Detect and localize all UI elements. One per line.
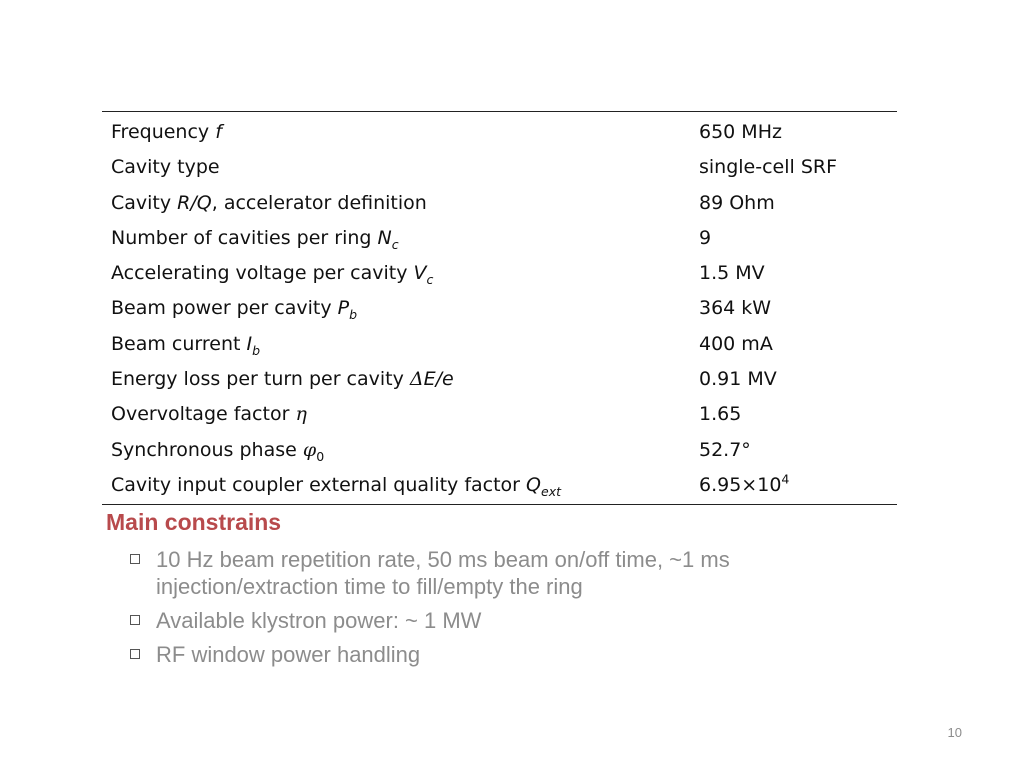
table-row [102, 185, 897, 220]
param-label: Synchronous phase $\varphi_0$ [111, 438, 325, 464]
list-item-text: 10 Hz beam repetition rate, 50 ms beam on/off time, ~1 ms injection/extraction time to fill/empty the ring [156, 547, 730, 599]
table-row [102, 396, 897, 431]
param-value: 9 [699, 226, 712, 249]
table-row [102, 255, 897, 290]
list-item [128, 641, 888, 668]
table-row [102, 432, 897, 467]
page-number: 10 [947, 725, 962, 740]
param-value: 0.91 MV [699, 368, 777, 391]
table-row [102, 361, 897, 396]
constraints-list [128, 546, 888, 675]
table-row [102, 290, 897, 325]
param-value: 1.65 [699, 403, 742, 426]
param-value: 650 MHz [699, 121, 782, 143]
table-row [102, 114, 897, 149]
param-label: Energy loss per turn per cavity ΔE/e [111, 368, 454, 391]
param-label: Overvoltage factor η [111, 403, 307, 426]
square-bullet-icon [130, 554, 140, 564]
param-label: Beam power per cavity $P_b$ [111, 297, 358, 323]
parameter-table [102, 111, 897, 505]
param-label: Cavity type [111, 156, 220, 179]
table-row [102, 326, 897, 361]
list-item-text: RF window power handling [156, 642, 421, 667]
list-item [128, 546, 888, 600]
table-row [102, 467, 897, 502]
param-label: Cavity input coupler external quality factor $Q_{ext}$ [111, 473, 562, 499]
table-row [102, 220, 897, 255]
param-label: Beam current $I_b$ [111, 332, 261, 358]
list-item [128, 607, 888, 634]
param-value: 1.5 MV [699, 262, 765, 285]
list-item-text: Available klystron power: ~ 1 MW [156, 608, 482, 633]
param-label: Accelerating voltage per cavity $V_c$ [111, 262, 434, 287]
param-value: 400 mA [699, 332, 773, 355]
param-label: Frequency f [111, 121, 222, 143]
param-value: $6.95\times 10^4$ [699, 471, 790, 496]
param-value: 364 kW [699, 297, 772, 320]
param-value: single-cell SRF [699, 156, 838, 179]
constraints-heading: Main constrains [106, 509, 282, 535]
param-label: Cavity R/Q, accelerator definition [111, 191, 427, 214]
param-value: 89 Ohm [699, 191, 775, 214]
table-row [102, 149, 897, 184]
square-bullet-icon [130, 649, 140, 659]
param-label: Number of cavities per ring $N_c$ [111, 226, 399, 252]
square-bullet-icon [130, 615, 140, 625]
param-value: 52.7° [699, 438, 751, 461]
